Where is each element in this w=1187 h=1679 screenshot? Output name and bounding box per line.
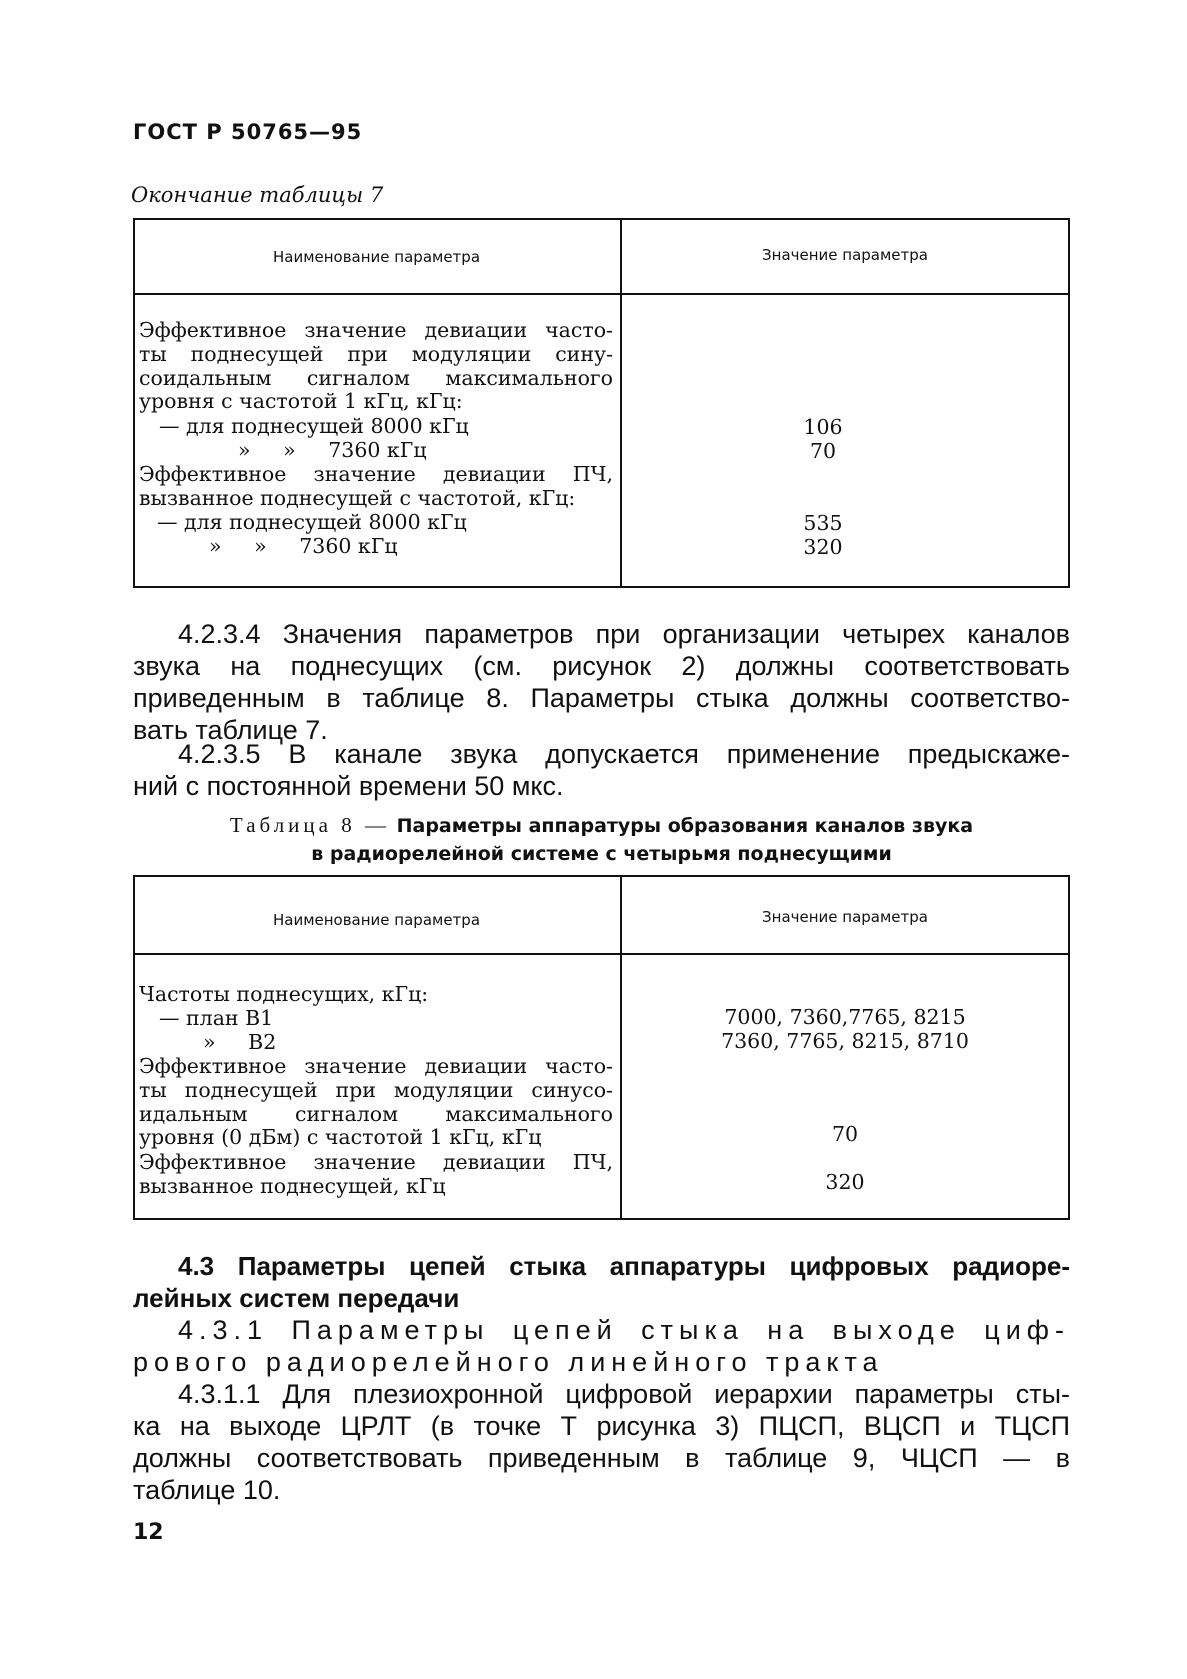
table7 bbox=[133, 218, 1070, 588]
table8-header-name: Наименование параметра bbox=[272, 911, 481, 929]
paragraph-4-2-3-4: 4.2.3.4 Значения параметров при организации четырех каналов звука на поднесущих (см. рисунок 2) должны соответствовать приведенным в таблице 8. Параметры стыка должны соответство- вать таблице 7. bbox=[133, 619, 1070, 745]
table7-bottom-rule bbox=[133, 586, 1070, 588]
table8 bbox=[133, 875, 1070, 1220]
table7-header-rule bbox=[133, 293, 1070, 295]
table8-header-value: Значение параметра bbox=[762, 908, 928, 926]
table7-caption: Окончание таблицы 7 bbox=[131, 183, 384, 207]
document-code: ГОСТ Р 50765—95 bbox=[133, 120, 363, 144]
table8-row-5-value: 320 bbox=[825, 1170, 865, 1194]
table8-bottom-rule bbox=[133, 1218, 1070, 1220]
table8-row-1-name: Частоты поднесущих, кГц: bbox=[139, 982, 429, 1006]
table8-row-4-name: Эффективное значение девиации часто- ты поднесущей при модуляции синусо- идальным сигналом максимального уровня (0 дБм) с частотой 1 кГц, кГц bbox=[139, 1054, 613, 1150]
table8-caption bbox=[133, 813, 1070, 838]
table7-row-4-name: Эффективное значение девиации ПЧ, вызванное поднесущей с частотой, кГц: bbox=[139, 462, 613, 510]
table8-caption-label: Таблица 8 — bbox=[229, 813, 390, 837]
section-4-3-1-heading: 4.3.1 Параметры цепей стыка на выходе циф- рового радиорелейного линейного тракта bbox=[133, 1315, 1070, 1377]
paragraph-4-3-1-1: 4.3.1.1 Для плезиохронной цифровой иерархии параметры сты- ка на выходе ЦРЛТ (в точке Т рисунка 3) ПЦСП, ВЦСП и ТЦСП должны соответствовать приведенным в таблице 9, ЧЦСП — в таблице 10. bbox=[133, 1379, 1070, 1505]
table8-row-3-name: » В2 bbox=[203, 1030, 277, 1054]
table7-col-divider bbox=[620, 218, 622, 588]
table8-row-2-name: — план В1 bbox=[159, 1006, 274, 1030]
table7-row-3-value: 70 bbox=[809, 439, 837, 463]
table7-row-5-value: 535 bbox=[803, 511, 843, 535]
table7-right-border bbox=[1068, 218, 1070, 588]
table8-header-rule bbox=[133, 953, 1070, 955]
table7-row-3-name: » » 7360 кГц bbox=[238, 438, 427, 462]
table8-row-4-value: 70 bbox=[831, 1122, 859, 1146]
table8-right-border bbox=[1068, 875, 1070, 1220]
table7-row-1-name: Эффективное значение девиации часто- ты поднесущей при модуляции сину- соидальным сигналом максимального уровня с частотой 1 кГц, кГц: bbox=[139, 318, 613, 414]
section-4-3-heading: 4.3 Параметры цепей стыка аппаратуры цифровых радиоре- лейных систем передачи bbox=[133, 1251, 1070, 1313]
table7-header-value: Значение параметра bbox=[762, 246, 928, 264]
table8-row-3-value: 7360, 7765, 8215, 8710 bbox=[721, 1029, 969, 1053]
table7-row-5-name: — для поднесущей 8000 кГц bbox=[157, 510, 467, 534]
table8-row-5-name: Эффективное значение девиации ПЧ, вызванное поднесущей, кГц bbox=[139, 1150, 613, 1198]
table7-top-rule bbox=[133, 218, 1070, 220]
page-number: 12 bbox=[133, 1520, 164, 1545]
table7-header-name: Наименование параметра bbox=[272, 248, 481, 266]
table7-left-border bbox=[133, 218, 135, 588]
table7-row-6-name: » » 7360 кГц bbox=[209, 534, 398, 558]
table7-row-2-value: 106 bbox=[803, 415, 843, 439]
table8-caption-line-2: в радиорелейной системе с четырьмя поднесущими bbox=[311, 843, 892, 865]
table7-row-6-value: 320 bbox=[803, 535, 843, 559]
paragraph-4-2-3-5: 4.2.3.5 В канале звука допускается применение предыскаже- ний с постоянной времени 50 мкс. bbox=[133, 739, 1070, 801]
table7-row-2-name: — для поднесущей 8000 кГц bbox=[159, 414, 469, 438]
table8-row-2-value: 7000, 7360,7765, 8215 bbox=[724, 1005, 966, 1029]
table8-caption-title-1: Параметры аппаратуры образования каналов звука bbox=[396, 815, 974, 837]
table8-top-rule bbox=[133, 875, 1070, 877]
